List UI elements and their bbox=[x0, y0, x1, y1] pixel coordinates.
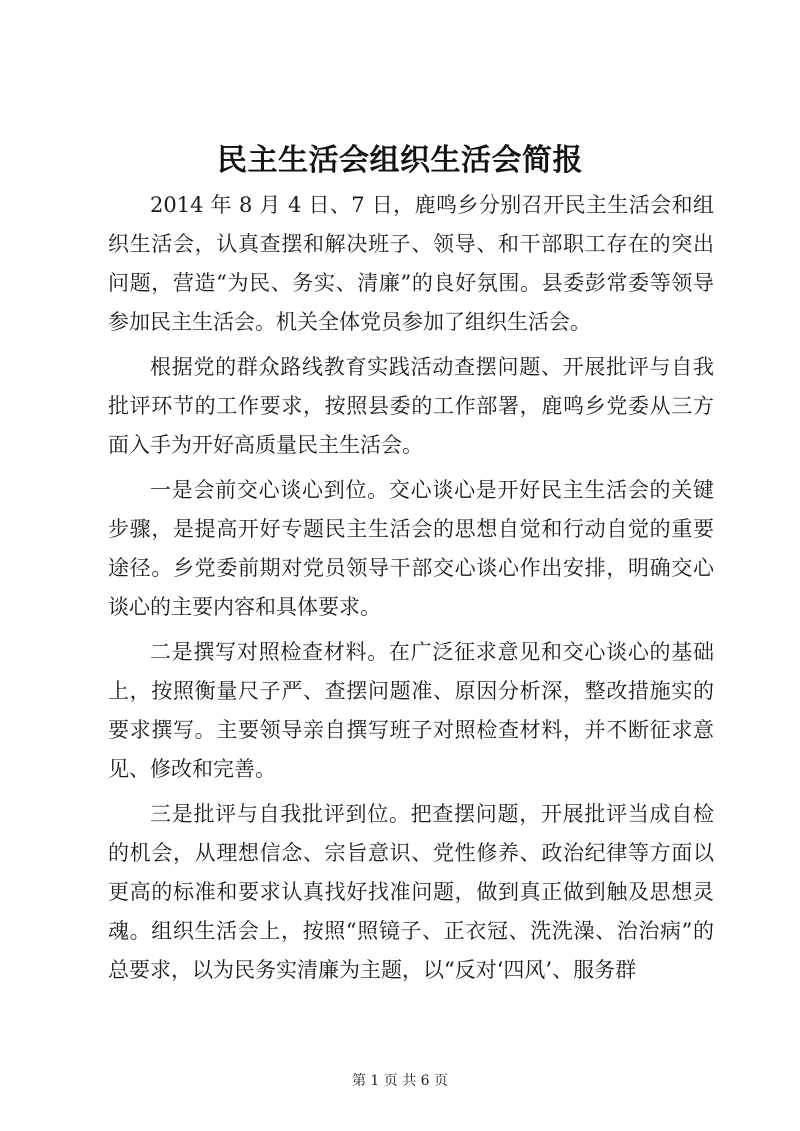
paragraph-meeting-summary: 2014 年 8 月 4 日、7 日，鹿鸣乡分别召开民主生活会和组织生活会，认真查摆和解决班子、领导、和干部职工存在的突出问题，营造“为民、务实、清廉”的良好氛围。县委彭常委等领导参加民主生活会。机关全体党员参加了组织生活会。 bbox=[108, 193, 714, 334]
paragraph-criticism: 三是批评与自我批评到位。把查摆问题，开展批评当成自检的机会，从理想信念、宗旨意识、党性修养、政治纪律等方面以更高的标准和要求认真找好找准问题，做到真正做到触及思想灵魂。组织生活会上，按照“照镜子、正衣冠、洗洗澡、治治病”的总要求，以为民务实清廉为主题，以“反对‘四风’、服务群 bbox=[108, 802, 714, 982]
paragraph-approach: 根据党的群众路线教育实践活动查摆问题、开展批评与自我批评环节的工作要求，按照县委的工作部署，鹿鸣乡党委从三方面入手为开好高质量民主生活会。 bbox=[108, 355, 714, 457]
paragraph-review-materials: 二是撰写对照检查材料。在广泛征求意见和交心谈心的基础上，按照衡量尺子严、查摆问题准、原因分析深，整改措施实的要求撰写。主要领导亲自撰写班子对照检查材料，并不断征求意见、修改和完善。 bbox=[108, 640, 714, 781]
document-body bbox=[108, 186, 714, 996]
page-number-footer: 第 1 页 共 6 页 bbox=[351, 1073, 449, 1089]
paragraph-heart-to-heart: 一是会前交心谈心到位。交心谈心是开好民主生活会的关键步骤，是提高开好专题民主生活会的思想自觉和行动自觉的重要途径。乡党委前期对党员领导干部交心谈心作出安排，明确交心谈心的主要内容和具体要求。 bbox=[108, 478, 714, 619]
document-title: 民主生活会组织生活会简报 bbox=[217, 143, 583, 178]
